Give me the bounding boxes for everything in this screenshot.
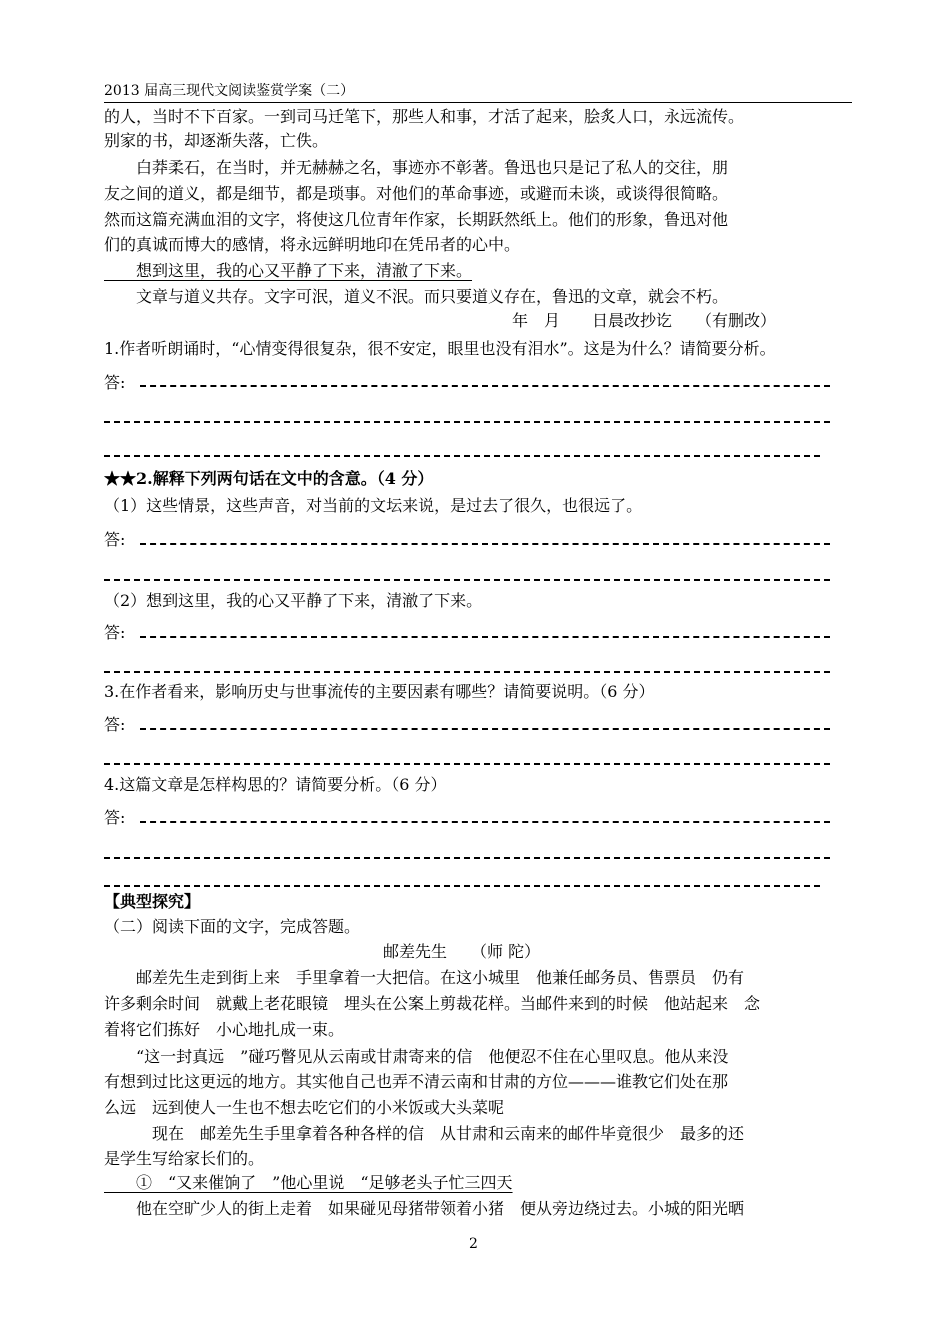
- answer-line[interactable]: [140, 543, 830, 545]
- answer-line[interactable]: [140, 385, 830, 387]
- question-1: 1.作者听朗诵时，“心情变得很复杂，很不安定，眼里也没有泪水”。这是为什么？请简要分析。: [104, 339, 776, 358]
- story-title: 邮差先生 （师 陀）: [383, 942, 541, 961]
- question-4: 4.这篇文章是怎样构思的？请简要分析。（6 分）: [104, 775, 447, 794]
- answer-line[interactable]: [104, 455, 820, 457]
- answer-line[interactable]: [104, 763, 830, 765]
- section-intro: （二）阅读下面的文字，完成答题。: [104, 917, 361, 936]
- story-line: 有想到过比这更远的地方。其实他自己也弄不清云南和甘肃的方位———谁教它们处在那: [104, 1072, 729, 1091]
- story-line: 是学生写给家长们的。: [104, 1149, 265, 1168]
- story-line: “这一封真远 ”碰巧瞥见从云南或甘肃寄来的信 他便忍不住在心里叹息。他从来没: [104, 1047, 729, 1066]
- answer-line[interactable]: [104, 857, 830, 859]
- passage-line: 的人，当时不下百家。一到司马迁笔下，那些人和事，才活了起来，脍炙人口，永远流传。: [104, 107, 745, 126]
- answer-label: 答:: [104, 623, 126, 642]
- answer-line[interactable]: [140, 821, 830, 823]
- story-line: 许多剩余时间 就戴上老花眼镜 埋头在公案上剪裁花样。当邮件来到的时候 他站起来 念: [104, 994, 761, 1013]
- answer-line[interactable]: [140, 728, 830, 730]
- answer-label: 答:: [104, 715, 126, 734]
- answer-line[interactable]: [104, 885, 820, 887]
- passage-line: 友之间的道义，都是细节，都是琐事。对他们的革命事迹，或避而未谈，或谈得很简略。: [104, 184, 729, 203]
- question-3: 3.在作者看来，影响历史与世事流传的主要因素有哪些？请简要说明。（6 分）: [104, 682, 655, 701]
- story-line: 着将它们拣好 小心地扎成一束。: [104, 1020, 345, 1039]
- answer-label: 答:: [104, 530, 126, 549]
- question-2: ★★2.解释下列两句话在文中的含意。（4 分）: [104, 469, 434, 488]
- story-line: 他在空旷少人的街上走着 如果碰见母猪带领着小猪 便从旁边绕过去。小城的阳光晒: [104, 1199, 745, 1218]
- page-header: 2013 届高三现代文阅读鉴赏学案（二）: [104, 80, 852, 103]
- passage-line: 文章与道义共存。文字可泯，道义不泯。而只要道义存在，鲁迅的文章，就会不朽。: [104, 287, 729, 306]
- passage-line: 白莽柔石，在当时，并无赫赫之名，事迹亦不彰著。鲁迅也只是记了私人的交往，朋: [104, 158, 729, 177]
- passage-line: 们的真诚而博大的感情，将永远鲜明地印在凭吊者的心中。: [104, 235, 521, 254]
- answer-line[interactable]: [104, 671, 830, 673]
- section-heading: 【典型探究】: [104, 892, 201, 911]
- passage-signature: 年 月 日晨改抄讫 （有删改）: [512, 311, 777, 330]
- answer-line[interactable]: [104, 579, 830, 581]
- story-line: 么远 远到使人一生也不想去吃它们的小米饭或大头菜呢: [104, 1098, 505, 1117]
- underlined-sentence: 想到这里，我的心又平静了下来，清澈了下来。: [104, 261, 473, 280]
- answer-label: 答:: [104, 373, 126, 392]
- passage-line: 别家的书，却逐渐失落，亡佚。: [104, 131, 329, 150]
- passage-line: 然而这篇充满血泪的文字，将使这几位青年作家，长期跃然纸上。他们的形象，鲁迅对他: [104, 210, 729, 229]
- question-2-1: （1）这些情景，这些声音，对当前的文坛来说，是过去了很久，也很远了。: [104, 496, 643, 515]
- underlined-sentence: ① “又来催饷了 ”他心里说 “足够老头子忙三四天: [104, 1173, 513, 1192]
- answer-line[interactable]: [104, 421, 830, 423]
- answer-line[interactable]: [140, 636, 830, 638]
- page-number: 2: [469, 1236, 478, 1252]
- story-line: 现在 邮差先生手里拿着各种各样的信 从甘肃和云南来的邮件毕竟很少 最多的还: [104, 1124, 745, 1143]
- answer-label: 答:: [104, 808, 126, 827]
- question-2-2: （2）想到这里，我的心又平静了下来，清澈了下来。: [104, 591, 483, 610]
- story-line: 邮差先生走到街上来 手里拿着一大把信。在这小城里 他兼任邮务员、售票员 仍有: [104, 968, 745, 987]
